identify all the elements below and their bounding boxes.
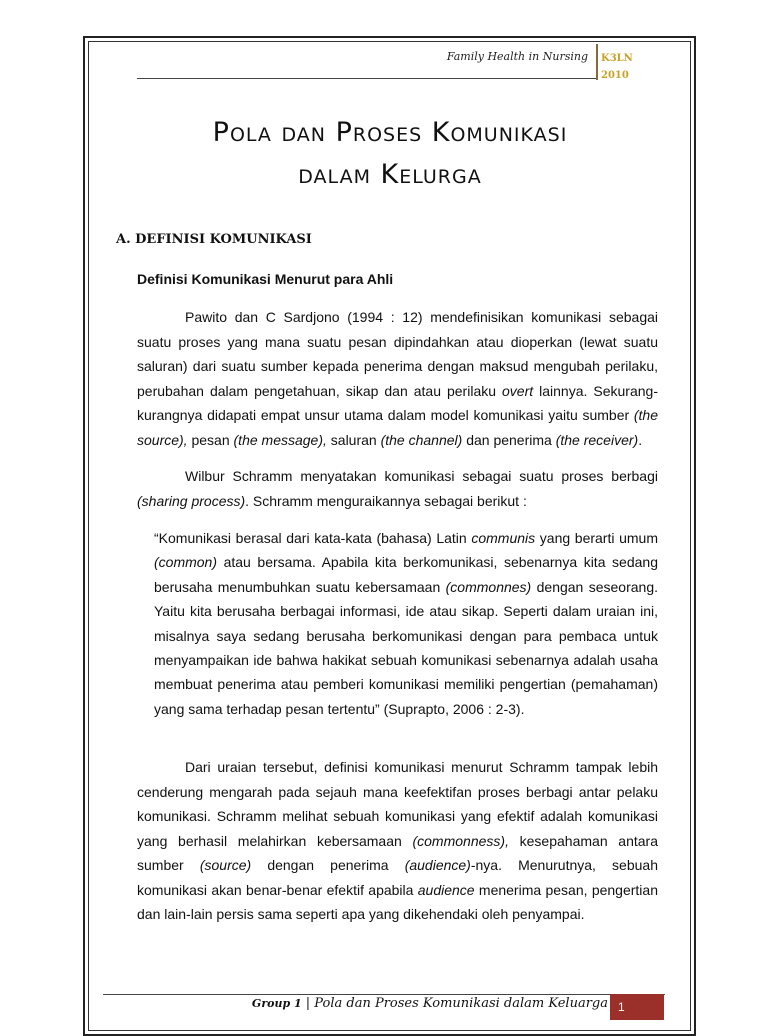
- footer-title: Pola dan Proses Komunikasi dalam Keluarga: [314, 996, 608, 1011]
- title-line1: Pola dan Proses Komunikasi: [212, 117, 568, 148]
- badge-line2: 2010: [601, 70, 629, 81]
- italic-run: (audience): [404, 857, 471, 873]
- paragraph-conclusion: [137, 755, 658, 927]
- subheading: Definisi Komunikasi Menurut para Ahli: [137, 271, 394, 287]
- italic-run: (the channel): [380, 431, 463, 448]
- text-run: Dari uraian tersebut, definisi komunikasi menurut Schramm tampak lebih cenderung mengarah pada sejauh mana keefektifan proses berbagi antar pelaku komunikasi. Schramm melihat sebuah komunikasi yang efektif adalah komunikasi yang berhasil melahirkan kebersamaan: [137, 759, 658, 849]
- italic-run: communis: [471, 530, 536, 546]
- text-run: . Schramm menguraikannya sebagai berikut :: [245, 492, 527, 509]
- paragraph-pawito: [137, 305, 658, 452]
- text-run: menerima pesan, pengertian dan lain-lain persis sama seperti apa yang dikehendaki oleh penyampai.: [137, 881, 658, 922]
- italic-run: (the source),: [137, 407, 658, 448]
- text-run: dengan seseorang. Yaitu kita berusaha berbagai informasi, ide atau sikap. Seperti dalam uraian ini, misalnya saya sedang berusaha berkomunikasi dengan para pembaca untuk menyampaikan ide bahwa hakikat sebuah komunikasi sebenarnya adalah usaha membuat penerima atau pemberi komunikasi memiliki pengertian (pemahaman) yang sama terhadap pesan tertentu” (Suprapto, 2006 : 2-3).: [154, 578, 658, 717]
- header-divider: [596, 44, 598, 80]
- footer-group: Group 1: [251, 997, 302, 1010]
- text-run: saluran: [326, 431, 381, 448]
- page-number: 1: [610, 994, 664, 1020]
- text-run: Wilbur Schramm menyatakan komunikasi sebagai suatu proses berbagi: [185, 468, 658, 484]
- text-run: kesepahaman antara sumber: [137, 832, 658, 873]
- running-header: Family Health in Nursing: [446, 50, 588, 63]
- italic-run: (the receiver): [555, 431, 639, 448]
- italic-run: (the message),: [233, 431, 327, 448]
- section-heading: A. DEFINISI KOMUNIKASI: [116, 232, 312, 247]
- block-quote: [154, 526, 658, 721]
- text-run: atau bersama. Apabila kita berkomunikasi, sebenarnya kita sedang berusaha menumbuhkan suatu kebersamaan: [154, 554, 658, 595]
- document-title: [90, 112, 690, 196]
- italic-run: (common): [154, 554, 218, 571]
- italic-run: (sharing process): [137, 492, 246, 509]
- text-run: pesan: [187, 431, 234, 448]
- header-badge: [601, 50, 633, 84]
- italic-run: (commonness),: [412, 832, 509, 849]
- title-line2: dalam Kelurga: [298, 159, 482, 190]
- header-rule: [137, 78, 596, 79]
- paragraph-schramm: [137, 464, 658, 513]
- text-run: Pawito dan C Sardjono (1994 : 12) mendefinisikan komunikasi sebagai suatu proses yang mana suatu pesan dipindahkan atau dioperkan (lewat suatu saluran) dari suatu sumber kepada penerima dengan maksud mengubah perilaku, perubahan dalam pengetahuan, sikap dan atau perilaku: [137, 309, 658, 399]
- footer-rule: [103, 994, 665, 995]
- italic-run: overt: [502, 382, 534, 399]
- italic-run: (source): [199, 857, 252, 873]
- text-run: dan penerima: [462, 431, 556, 448]
- footer: [252, 996, 608, 1011]
- text-run: “Komunikasi berasal dari kata-kata (bahasa) Latin: [154, 530, 472, 546]
- text-run: lainnya. Sekurang-kurangnya didapati empat unsur utama dalam model komunikasi yaitu sumber: [137, 382, 658, 423]
- text-run: dengan penerima: [251, 857, 405, 873]
- text-run: -nya. Menurutnya, sebuah komunikasi akan benar-benar efektif apabila: [137, 857, 658, 898]
- italic-run: audience: [417, 881, 475, 898]
- footer-separator: |: [305, 996, 311, 1011]
- text-run: .: [638, 431, 643, 448]
- badge-line1: K3LN: [601, 53, 633, 64]
- text-run: yang berarti umum: [535, 530, 659, 546]
- italic-run: (commonnes): [445, 578, 532, 595]
